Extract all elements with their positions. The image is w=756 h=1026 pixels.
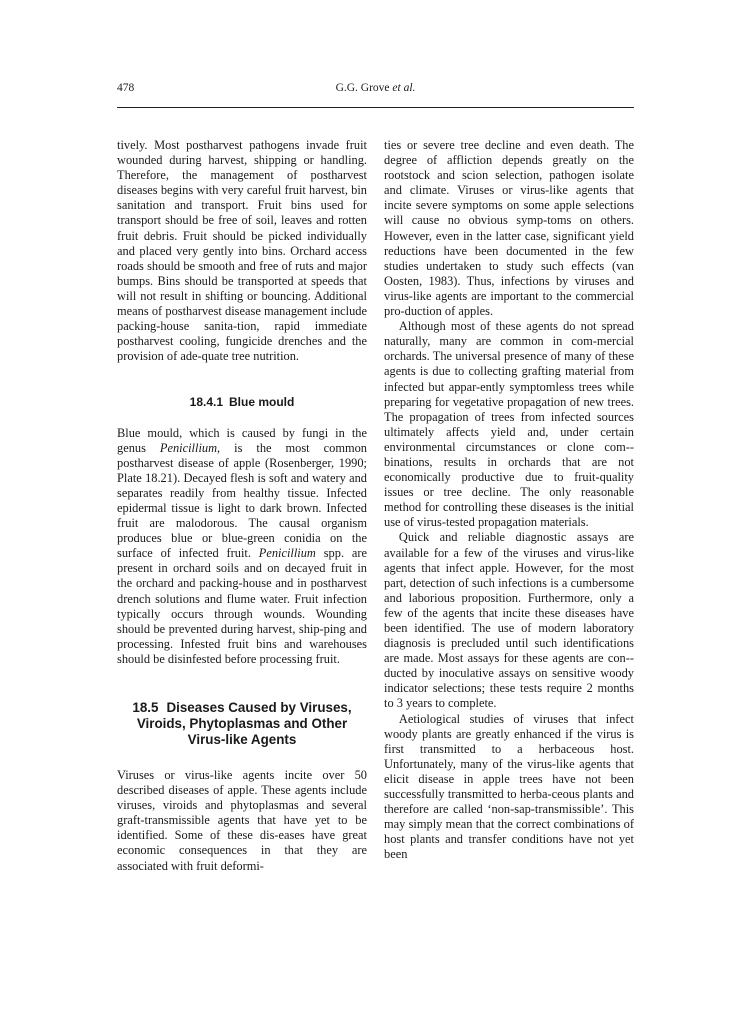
paragraph bbox=[117, 426, 367, 668]
et-al: et al. bbox=[392, 82, 416, 94]
paragraph: ties or severe tree decline and even death. The degree of affliction depends greatly on the rootstock and scion selection, pathogen isolate and climate. Viruses or virus-like agents that incite severe symptoms on some apple selections will cause no obvious symp-toms on others. However, even in the latter case, significant yield reductions have been documented in the few studies undertaken to study such effects (van Oosten, 1983). Thus, infections by viruses and virus-like agents are important to the commercial pro-duction of apples. bbox=[384, 138, 634, 319]
paragraph: Quick and reliable diagnostic assays are available for a few of the viruses and virus-like agents that infect apple. However, for the most part, detection of such infections is a cumbersome and laborious proposition. Furthermore, only a few of the agents that incite these diseases have been identified. The use of modern laboratory diagnosis is precluded until such identifications are made. Most assays for these agents are con-ducted by inoculative assays on sensitive woody indicator selections; these tests require 2 months to 3 years to complete. bbox=[384, 530, 634, 711]
page-number: 478 bbox=[117, 82, 135, 94]
section-heading bbox=[117, 700, 367, 748]
paragraph: Viruses or virus-like agents incite over 50 described diseases of apple. These agents include viruses, viroids and phytoplasmas and several graft-transmissible agents that have yet to be identified. Some of these dis-eases have great economic consequences in that they are associated with fruit deformi- bbox=[117, 768, 367, 873]
subsection-number: 18.4.1 bbox=[189, 395, 224, 410]
text-run: spp. are present in orchard soils and on decayed fruit in the orchard and packing-house and in postharvest drench solutions and flume water. Fruit infection typically occurs through wounds. Wounding should be prevented during harvest, ship-ping and processing. Infested fruit bins and warehouses should be disinfested before processing fruit. bbox=[117, 546, 367, 666]
text-run: , is the most common postharvest disease of apple (Rosenberger, 1990; Plate 18.21). Decayed flesh is soft and watery and separates readily from healthy tissue. Infected epidermal tissue is light to dark brown. Infected fruit are malodorous. The causal organism produces blue or blue-green conidia on the surface of infected fruit. bbox=[117, 440, 367, 561]
running-header bbox=[117, 82, 634, 100]
paragraph: tively. Most postharvest pathogens invade fruit wounded during harvest, shipping or handling. Therefore, the management of postharvest diseases begins with very careful fruit harvest, bin sanitation and transport. Fruit bins used for transport should be free of soil, leaves and rotten fruit debris. Fruit should be picked individually and placed very gently into bins. Orchard access roads should be smooth and free of ruts and major bumps. Bins should be transported at speeds that will not result in shifting or bouncing. Additional means of postharvest disease management include packing-house sanita-tion, rapid immediate postharvest cooling, fungicide drenches and the provision of ade-quate tree nutrition. bbox=[117, 138, 367, 364]
right-column bbox=[384, 138, 634, 863]
section-number: 18.5 bbox=[132, 700, 159, 715]
subsection-title: Blue mould bbox=[229, 395, 295, 410]
running-head-authors bbox=[117, 82, 634, 94]
genus-name: Penicillium bbox=[159, 440, 218, 455]
paragraph: Although most of these agents do not spread naturally, many are common in com-mercial orchards. The universal presence of many of these agents is due to collecting grafting material from infected but appar-ently symptomless trees while preparing for vegetative propagation of new trees. The propagation of trees from infected sources ultimately affects yield and, under certain environmental circumstances or clone com-binations, results in orchards that are not economically productive due to fruit-quality issues or tree decline. The only reasonable method for controlling these diseases is the initial use of virus-tested propagation materials. bbox=[384, 319, 634, 530]
genus-name: Penicillium bbox=[258, 546, 316, 561]
header-rule bbox=[117, 107, 634, 108]
author-names: G.G. Grove bbox=[335, 82, 393, 94]
section-title: Diseases Caused by Viruses, Viroids, Phytoplasmas and Other Virus-like Agents bbox=[136, 700, 352, 747]
paragraph: Aetiological studies of viruses that infect woody plants are greatly enhanced if the virus is first transmitted to a herbaceous host. Unfortunately, many of the virus-like agents that elicit disease in apple trees have not been successfully transmitted to herba-ceous plants and therefore are called ‘non-sap-transmissible’. This may simply mean that the correct combinations of host plants and transfer conditions have not yet been bbox=[384, 711, 634, 862]
text-run: Blue mould, which is caused by fungi in the genus bbox=[117, 425, 367, 455]
subsection-heading bbox=[117, 395, 367, 410]
left-column bbox=[117, 138, 367, 874]
